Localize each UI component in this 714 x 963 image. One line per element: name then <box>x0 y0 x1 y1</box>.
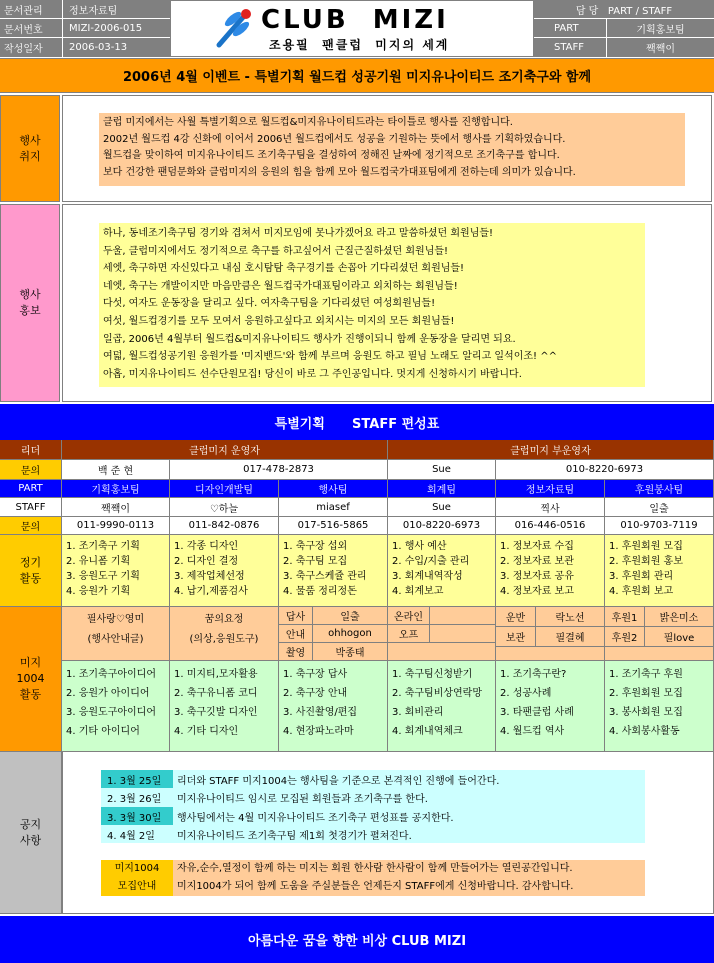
mizi-role: 촬영 <box>279 643 313 661</box>
mizi-member: ohhogon <box>313 625 388 643</box>
notice-text: 미지유나이티드 조기축구팀 제1회 첫경기가 펼쳐진다. <box>173 825 645 843</box>
doc-date-value: 2006-03-13 <box>62 38 170 57</box>
notice-box <box>62 752 714 914</box>
mizi-item: 2. 축구유니폼 코디 <box>174 688 258 699</box>
promo-line: 일곱, 2006년 4월부터 월드컵&미지유나이티드 행사가 진행이되니 함께 운동장을 달리면 되요. <box>103 333 516 345</box>
promo-label-2: 홍보 <box>19 304 41 317</box>
doc-manage-label: 문서관리 <box>0 0 62 19</box>
mizi-list <box>388 661 496 752</box>
regular-item: 1. 축구장 섭외 <box>283 541 348 552</box>
leader-contact-label: 문의 <box>0 460 62 480</box>
mizi1004-label-1: 미지 <box>19 656 42 669</box>
mizi-member: 일출 <box>313 607 388 625</box>
notice-date: 2. 3월 26일 <box>101 788 173 807</box>
regular-item: 2. 수입/지출 관리 <box>392 556 470 567</box>
owner-title: 담 당 PART / STAFF <box>534 0 714 19</box>
purpose-label-2: 취지 <box>19 149 41 163</box>
regular-item: 1. 조기축구 기획 <box>66 541 140 552</box>
promo-line: 아홉, 미지유나이티드 선수단원모집! 당신이 바로 그 주인공입니다. 멋지게 신청하시기 바랍니다. <box>103 368 522 380</box>
regular-item: 4. 응원가 기획 <box>66 586 131 597</box>
purpose-line: 보다 건강한 팬덤문화와 클럽미지의 응원의 힘을 함께 모아 월드컵국가대표팀에게 전하는데 의미가 있습니다. <box>103 166 576 178</box>
purpose-label-1: 행사 <box>19 133 41 147</box>
recruit-label <box>101 860 173 896</box>
team-phone: 011-9990-0113 <box>62 517 170 535</box>
promo-text <box>99 223 645 387</box>
regular-item: 1. 각종 디자인 <box>174 541 239 552</box>
regular-item: 4. 납기,제품검사 <box>174 586 248 597</box>
notice-label-1: 공지 <box>19 817 42 831</box>
team-staff: Sue <box>388 498 496 517</box>
mizi-item: 4. 사회봉사활동 <box>609 726 680 737</box>
team-staff: 짹짹이 <box>62 498 170 517</box>
regular-label-2: 활동 <box>19 571 42 585</box>
mizi-member: 필결혜 <box>536 627 605 647</box>
leader-phone-sub: 010-8220-6973 <box>496 460 714 480</box>
mizi-member: 꿈의요정 <box>170 607 279 627</box>
team-staff: ♡하늘 <box>170 498 279 517</box>
regular-list <box>605 535 714 607</box>
mizi-item: 2. 응원가 아이디어 <box>66 688 150 699</box>
footer-bar: 아름다운 꿈을 향한 비상 CLUB MIZI <box>0 916 714 963</box>
notice-side-label <box>0 752 62 914</box>
mizi-list <box>605 661 714 752</box>
mizi-item: 3. 축구깃발 디자인 <box>174 707 258 718</box>
leader-table <box>0 440 714 480</box>
regular-item: 2. 정보자료 보관 <box>500 556 574 567</box>
regular-item: 2. 축구팀 모집 <box>283 556 348 567</box>
promo-line: 세엣, 축구하면 자신있다고 내심 호시탐탐 축구경기를 손꼽아 기다리셨던 회원님들! <box>103 263 465 275</box>
mizi-role: 오프 <box>388 625 430 643</box>
team-phone: 010-9703-7119 <box>605 517 714 535</box>
mizi-item: 4. 월드컵 역사 <box>500 726 565 737</box>
mizi-member <box>430 625 496 643</box>
regular-item: 4. 정보자료 보고 <box>500 586 574 597</box>
mizi-member <box>430 607 496 625</box>
mizi1004-label-3: 활동 <box>19 688 42 701</box>
team-part-label: PART <box>0 480 62 498</box>
team-phone: 011-842-0876 <box>170 517 279 535</box>
mizi-empty-cell <box>170 647 279 661</box>
purpose-line: 월드컵을 맞이하여 미지유나이티드 조기축구팀을 결성하여 정해진 날짜에 정기적으로 조기축구를 합니다. <box>103 150 560 161</box>
notice-label-2: 사항 <box>19 833 42 847</box>
regular-list <box>170 535 279 607</box>
regular-item: 2. 유니폼 기획 <box>66 556 131 567</box>
team-part: 후원봉사팀 <box>605 480 714 498</box>
promo-line: 다섯, 여자도 운동장을 달리고 싶다. 여자축구팀을 기다리셨던 여성회원님들! <box>103 298 436 310</box>
mizi-empty-cell <box>496 647 605 661</box>
leader-name-sub: Sue <box>388 460 496 480</box>
mizi-item: 3. 봉사회원 모집 <box>609 707 683 718</box>
mizi-item: 2. 축구팀비상연락망 <box>392 688 482 699</box>
logo-title: CLUB MIZI <box>261 5 449 35</box>
doc-number-label: 문서번호 <box>0 19 62 38</box>
mizi-member: 박종태 <box>313 643 388 661</box>
team-staff: miasef <box>279 498 388 517</box>
mizi-member: 필love <box>645 627 714 647</box>
staff-title-bar: 특별기획 STAFF 편성표 <box>0 404 714 440</box>
leader-head-main: 클럽미지 운영자 <box>62 440 388 460</box>
mizi-member: 밝은미소 <box>645 607 714 627</box>
promo-line: 여덟, 월드컵성공기원 응원가를 '미지밴드'와 함께 부르며 응원도 하고 필님 노래도 알리고 일석이조! ^^ <box>103 351 557 363</box>
mizi-empty-cell <box>62 647 170 661</box>
mizi-item: 4. 기타 디자인 <box>174 726 239 737</box>
notice-text: 미지유나이티드 임시로 모집된 회원들과 조기축구를 한다. <box>173 788 645 807</box>
mizi-list <box>496 661 605 752</box>
regular-item: 3. 정보자료 공유 <box>500 571 574 582</box>
promo-line: 하나, 동네조기축구팀 경기와 겹쳐서 미지모임에 못나가겠어요 라고 말씀하셨던 회원님들! <box>103 228 494 239</box>
mizi-item: 1. 조기축구 후원 <box>609 669 683 680</box>
mizi-list <box>279 661 388 752</box>
regular-label-1: 정기 <box>19 555 42 569</box>
mizi-item: 3. 응원도구아이디어 <box>66 707 156 718</box>
mizi-role: 안내 <box>279 625 313 643</box>
mizi-item: 2. 후원회원 모집 <box>609 688 683 699</box>
team-phone: 010-8220-6973 <box>388 517 496 535</box>
doc-manage-value: 정보자료팀 <box>62 0 170 19</box>
mizi-role: 온라인 <box>388 607 430 625</box>
mizi-member: 필사랑♡영미 <box>62 607 170 627</box>
mizi-item: 1. 축구팀신청받기 <box>392 669 473 680</box>
mizi-empty-cell <box>388 643 496 661</box>
team-staff: 일출 <box>605 498 714 517</box>
doc-header <box>0 0 714 58</box>
team-staff: 찍사 <box>496 498 605 517</box>
purpose-line: 2002년 월드컵 4강 신화에 이어서 2006년 월드컵에서도 성공을 기원하는 뜻에서 행사를 기획하였습니다. <box>103 133 566 145</box>
staff-label: STAFF <box>534 38 606 57</box>
notice-date: 4. 4월 2일 <box>101 825 173 843</box>
regular-item: 2. 후원회원 홍보 <box>609 556 683 567</box>
promo-box <box>62 204 712 402</box>
recruit-label-2: 모집안내 <box>117 881 157 892</box>
purpose-side-label <box>0 95 60 202</box>
leader-head-sub: 클럽미지 부운영자 <box>388 440 714 460</box>
promo-side-label <box>0 204 60 402</box>
team-phone: 016-446-0516 <box>496 517 605 535</box>
team-staff-label: STAFF <box>0 498 62 517</box>
team-part: 행사팀 <box>279 480 388 498</box>
purpose-box <box>62 95 712 202</box>
mizi-role: 보관 <box>496 627 536 647</box>
regular-item: 3. 응원도구 기획 <box>66 571 140 582</box>
notice-date: 3. 3월 30일 <box>101 807 173 825</box>
mizi-item: 3. 타팬클럽 사례 <box>500 707 574 718</box>
mizi-item: 1. 조기축구아이디어 <box>66 669 156 680</box>
mizi-item: 1. 축구장 답사 <box>283 669 348 680</box>
promo-line: 여섯, 월드컵경기를 모두 모여서 응원하고싶다고 외치시는 미지의 모든 회원님들! <box>103 315 455 327</box>
part-value: 기획홍보팀 <box>606 19 714 38</box>
regular-item: 3. 제작업체선정 <box>174 571 245 582</box>
recruit-line: 미지1004가 되어 함께 도움을 주실분들은 언제든지 STAFF에게 신청바랍니다. 감사합니다. <box>177 881 574 892</box>
doc-date-label: 작성일자 <box>0 38 62 57</box>
team-part: 정보자료팀 <box>496 480 605 498</box>
promo-label-1: 행사 <box>19 288 41 301</box>
regular-side-label <box>0 535 62 607</box>
notice-text: 행사팀에서는 4월 미지유나이티드 조기축구 편성표를 공지한다. <box>173 807 645 825</box>
logo-subtitle: 조용필 팬클럽 미지의 세계 <box>269 38 450 52</box>
mizi-item: 2. 축구장 안내 <box>283 688 348 699</box>
regular-item: 3. 회계내역작성 <box>392 571 463 582</box>
mizi-item: 4. 회계내역체크 <box>392 726 463 737</box>
promo-line: 두울, 클럽미지에서도 정기적으로 축구를 하고싶어서 근질근질하셨던 회원님들! <box>103 245 449 257</box>
mizi-role: 운반 <box>496 607 536 627</box>
mizi1004-label-2: 1004 <box>16 672 45 685</box>
mizi-item: 1. 조기축구란? <box>500 669 567 680</box>
mizi-list <box>62 661 170 752</box>
doc-number-value: MIZI-2006-015 <box>62 19 170 38</box>
event-title-bar: 2006년 4월 이벤트 - 특별기획 월드컵 성공기원 미지유나이티드 조기축구와 함께 <box>0 58 714 93</box>
regular-list <box>388 535 496 607</box>
mizi-role: 답사 <box>279 607 313 625</box>
regular-item: 3. 후원회 관리 <box>609 571 674 582</box>
purpose-line: 클럽 미지에서는 사월 특별기획으로 월드컵&미지유나이티드라는 타이틀로 행사를 진행합니다. <box>103 117 513 128</box>
team-part: 디자인개발팀 <box>170 480 279 498</box>
mizi-item: 3. 사진촬영/편집 <box>283 707 358 718</box>
recruit-label-1: 미지1004 <box>114 863 160 874</box>
part-label: PART <box>534 19 606 38</box>
leader-row-label: 리더 <box>0 440 62 460</box>
team-table <box>0 480 714 535</box>
club-logo <box>170 0 534 57</box>
team-part: 회계팀 <box>388 480 496 498</box>
team-phone: 017-516-5865 <box>279 517 388 535</box>
mizi-item: 3. 회비관리 <box>392 707 444 718</box>
regular-item: 1. 후원회원 모집 <box>609 541 683 552</box>
leader-phone-main: 017-478-2873 <box>170 460 388 480</box>
mizi-list <box>170 661 279 752</box>
team-contact-label: 문의 <box>0 517 62 535</box>
purpose-text <box>99 113 685 186</box>
promo-line: 네엣, 축구는 개발이지만 마음만큼은 월드컵국가대표팀이라고 외치하는 회원님들! <box>103 280 458 292</box>
regular-item: 1. 행사 예산 <box>392 541 447 552</box>
mizi1004-side-label <box>0 607 62 752</box>
mizi-empty-cell <box>605 647 714 661</box>
mizi-item: 1. 미지티,모자활용 <box>174 669 258 680</box>
staff-value: 짹짹이 <box>606 38 714 57</box>
leader-name-main: 백 준 현 <box>62 460 170 480</box>
mizi-role: 후원1 <box>605 607 645 627</box>
regular-item: 4. 후원회 보고 <box>609 586 674 597</box>
mizi-member-role: (의상,응원도구) <box>170 627 279 647</box>
regular-list <box>279 535 388 607</box>
mizi-item: 4. 기타 아이디어 <box>66 726 140 737</box>
regular-item: 3. 축구스케쥴 관리 <box>283 571 367 582</box>
mizi-member-role: (행사안내글) <box>62 627 170 647</box>
regular-list <box>62 535 170 607</box>
regular-item: 4. 회계보고 <box>392 586 444 597</box>
recruit-line: 자유,순수,열정이 함께 하는 미지는 회원 한사람 한사람이 함께 만들어가는 열린공간입니다. <box>177 863 573 874</box>
recruit-text <box>173 860 645 896</box>
regular-item: 2. 디자인 결정 <box>174 556 239 567</box>
mizi-role: 후원2 <box>605 627 645 647</box>
regular-item: 1. 정보자료 수집 <box>500 541 574 552</box>
notice-text: 리더와 STAFF 미지1004는 행사팀을 기준으로 본격적인 진행에 들어간다. <box>173 770 645 788</box>
mizi-item: 2. 성공사례 <box>500 688 552 699</box>
mizi-item: 4. 현장파노라마 <box>283 726 354 737</box>
mizi-member: 락노선 <box>536 607 605 627</box>
regular-item: 4. 물품 정리정돈 <box>283 586 357 597</box>
team-part: 기획홍보팀 <box>62 480 170 498</box>
notice-date: 1. 3월 25일 <box>101 770 173 788</box>
dragonfly-icon <box>211 7 255 51</box>
regular-list <box>496 535 605 607</box>
